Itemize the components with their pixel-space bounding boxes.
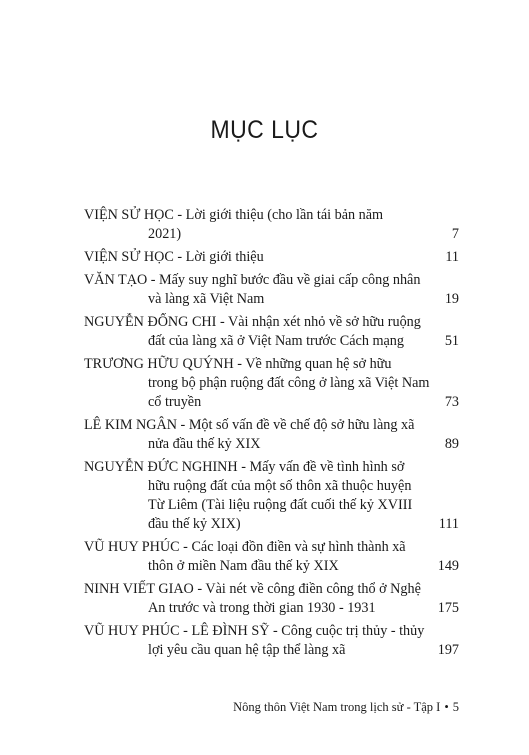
toc-entry-last-text: cổ truyền — [148, 394, 202, 410]
toc-entry-last-line — [84, 435, 461, 454]
toc-entry-last-line — [84, 599, 461, 618]
toc-entry — [84, 271, 461, 309]
toc-entry-last-line — [84, 515, 461, 534]
table-of-contents — [84, 206, 461, 664]
footer-book-title: Nông thôn Việt Nam trong lịch sử - Tập I — [233, 700, 441, 714]
footer-page-number: 5 — [452, 700, 459, 714]
toc-page-number: 73 — [444, 394, 459, 410]
toc-entry-continuation-line: Từ Liêm (Tài liệu ruộng đất cuối thế kỷ XVIII — [148, 497, 413, 513]
toc-entry-last-text: lợi yêu cầu quan hệ tập thể làng xã — [148, 642, 346, 658]
running-footer — [233, 700, 459, 715]
toc-entry-last-line — [84, 557, 461, 576]
toc-page-number: 89 — [444, 436, 459, 452]
toc-entry-text: VIỆN SỬ HỌC - Lời giới thiệu — [84, 249, 264, 265]
toc-entry-last-line — [84, 393, 461, 412]
toc-entry — [84, 206, 461, 244]
toc-entry-last-line — [84, 290, 461, 309]
toc-entry-last-text: thôn ở miền Nam đầu thế kỷ XIX — [148, 558, 339, 574]
toc-entry — [84, 355, 461, 412]
toc-entry-last-text: đầu thế kỷ XIX) — [148, 516, 241, 532]
toc-page-number: 19 — [444, 291, 459, 307]
toc-entry-first-line: VŨ HUY PHÚC - Các loại đồn điền và sự hình thành xã — [84, 539, 406, 555]
toc-entry-first-line: NGUYỄN ĐỨC NGHINH - Mấy vấn đề về tình hình sở — [84, 459, 405, 475]
toc-page-number: 197 — [437, 642, 459, 658]
toc-entry — [84, 622, 461, 660]
toc-entry-last-text: An trước và trong thời gian 1930 - 1931 — [148, 600, 376, 616]
toc-entry-first-line: VĂN TẠO - Mấy suy nghĩ bước đầu về giai cấp công nhân — [84, 272, 421, 288]
toc-entry — [84, 416, 461, 454]
toc-entry-continuation-line: trong bộ phận ruộng đất công ở làng xã Việt Nam — [148, 375, 430, 391]
toc-page-number: 149 — [437, 558, 459, 574]
toc-entry — [84, 538, 461, 576]
toc-entry-last-text: 2021) — [148, 226, 182, 242]
toc-entry-last-line — [84, 332, 461, 351]
footer-bullet: • — [444, 700, 449, 714]
toc-entry — [84, 313, 461, 351]
toc-entry — [84, 458, 461, 534]
toc-page-number: 11 — [445, 249, 459, 265]
toc-entry-last-text: và làng xã Việt Nam — [148, 291, 265, 307]
toc-entry-first-line: NINH VIẾT GIAO - Vài nét về công điền công thổ ở Nghệ — [84, 581, 421, 597]
toc-entry-last-text: nửa đầu thế kỷ XIX — [148, 436, 261, 452]
toc-entry-first-line: LÊ KIM NGÂN - Một số vấn đề về chế độ sở hữu làng xã — [84, 417, 415, 433]
toc-entry-last-line — [84, 225, 461, 244]
toc-page-number: 175 — [437, 600, 459, 616]
toc-entry-first-line: VIỆN SỬ HỌC - Lời giới thiệu (cho lần tái bản năm — [84, 207, 384, 223]
toc-entry — [84, 580, 461, 618]
toc-page-number: 51 — [444, 333, 459, 349]
toc-entry-first-line: NGUYỄN ĐỔNG CHI - Vài nhận xét nhỏ về sở hữu ruộng — [84, 314, 421, 330]
toc-entry-last-line — [84, 641, 461, 660]
page-title: MỤC LỤC — [210, 116, 319, 144]
toc-entry-continuation-line: hữu ruộng đất của một số thôn xã thuộc huyện — [148, 478, 412, 494]
toc-entry-first-line: VŨ HUY PHÚC - LÊ ĐÌNH SỸ - Công cuộc trị thủy - thủy — [84, 623, 425, 639]
toc-page-number: 111 — [438, 516, 459, 532]
toc-entry-first-line — [84, 248, 461, 267]
toc-page-number: 7 — [451, 226, 459, 242]
toc-entry-first-line: TRƯƠNG HỮU QUÝNH - Về những quan hệ sở hữu — [84, 356, 392, 372]
toc-entry — [84, 248, 461, 267]
toc-entry-last-text: đất của làng xã ở Việt Nam trước Cách mạng — [148, 333, 404, 349]
